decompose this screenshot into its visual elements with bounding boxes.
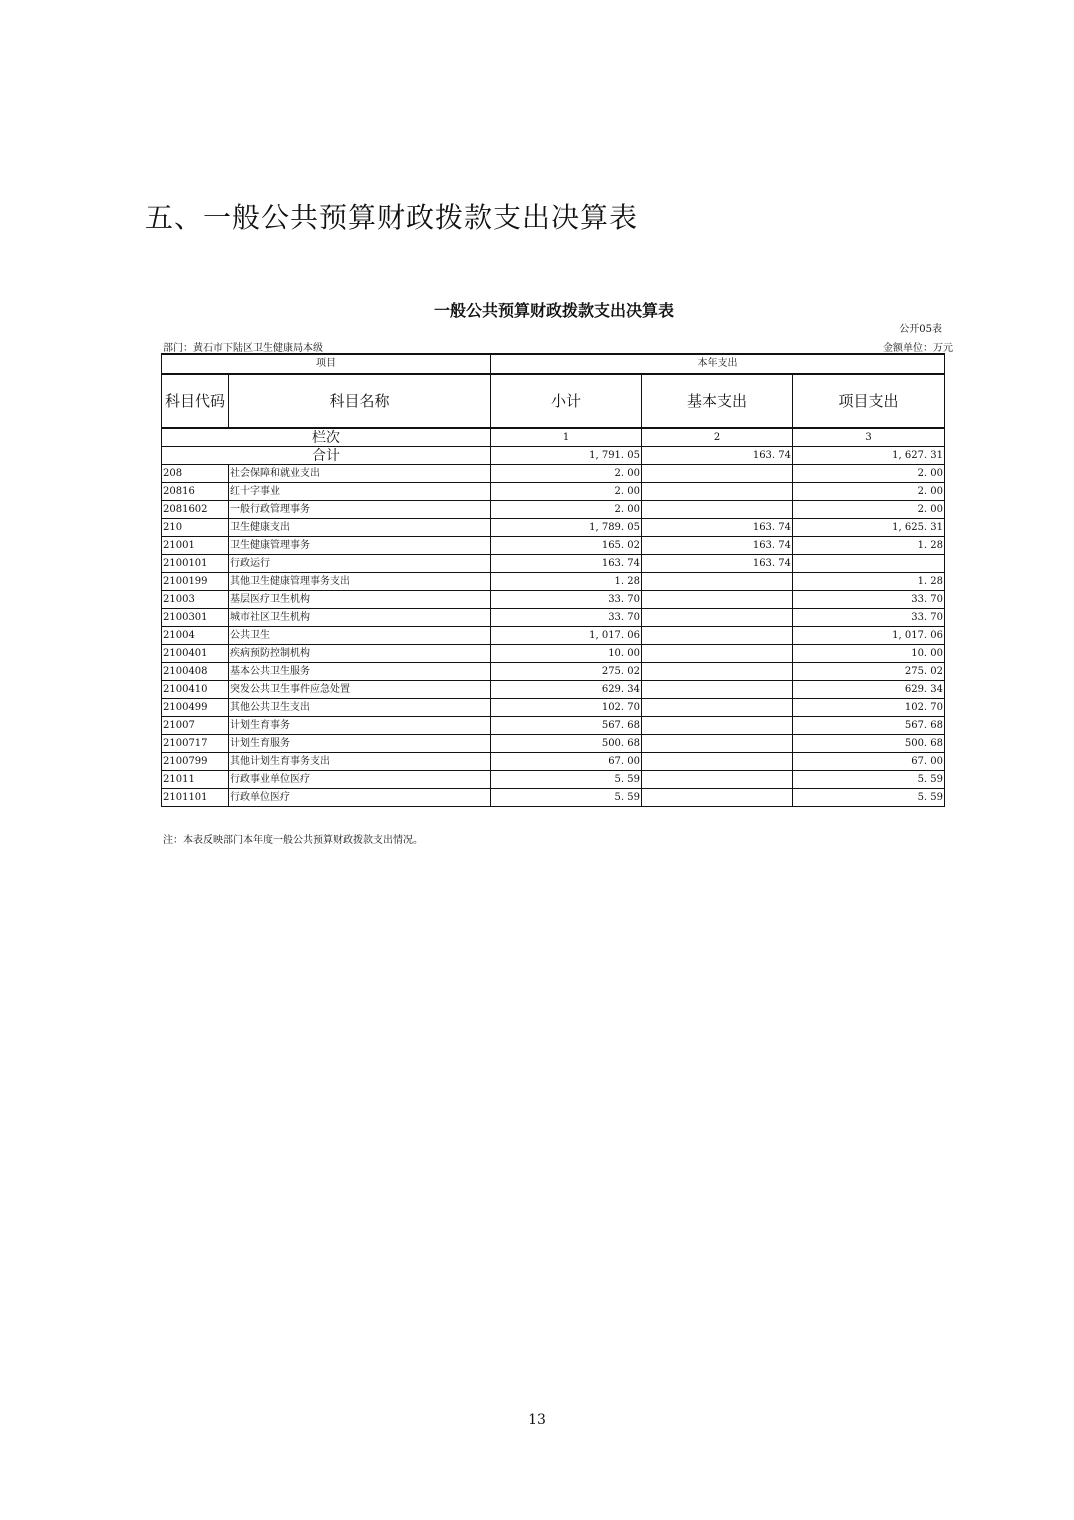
row-subtotal: 275. 02	[491, 663, 642, 681]
row-basic	[642, 735, 793, 753]
row-basic: 163. 74	[642, 555, 793, 573]
row-project: 275. 02	[793, 663, 945, 681]
row-subtotal: 67. 00	[491, 753, 642, 771]
total-project: 1, 627. 31	[793, 447, 945, 465]
table-title: 一般公共预算财政拨款支出决算表	[433, 301, 674, 320]
row-name: 红十字事业	[229, 483, 491, 501]
row-project: 2. 00	[793, 465, 945, 483]
row-basic	[642, 645, 793, 663]
table-row	[162, 555, 945, 573]
row-code: 210	[162, 519, 229, 537]
header-row-columns	[162, 374, 945, 428]
row-code: 21011	[162, 771, 229, 789]
table-row	[162, 573, 945, 591]
row-project: 1, 625. 31	[793, 519, 945, 537]
table-row	[162, 789, 945, 807]
row-basic	[642, 699, 793, 717]
row-basic	[642, 573, 793, 591]
row-project: 567. 68	[793, 717, 945, 735]
column-index-1: 1	[491, 428, 642, 447]
header-subtotal: 小计	[491, 374, 642, 428]
table-row	[162, 699, 945, 717]
row-code: 2081602	[162, 501, 229, 519]
table-row	[162, 519, 945, 537]
row-code: 2100799	[162, 753, 229, 771]
row-name: 疾病预防控制机构	[229, 645, 491, 663]
row-code: 2100199	[162, 573, 229, 591]
row-basic: 163. 74	[642, 519, 793, 537]
row-code: 2101101	[162, 789, 229, 807]
row-project: 5. 59	[793, 771, 945, 789]
table-row	[162, 591, 945, 609]
row-basic	[642, 681, 793, 699]
row-basic	[642, 717, 793, 735]
row-subtotal: 165. 02	[491, 537, 642, 555]
unit-label: 金额单位：万元	[883, 343, 953, 354]
row-project	[793, 555, 945, 573]
row-code: 2100499	[162, 699, 229, 717]
row-project: 5. 59	[793, 789, 945, 807]
row-name: 其他公共卫生支出	[229, 699, 491, 717]
row-basic	[642, 663, 793, 681]
row-name: 卫生健康支出	[229, 519, 491, 537]
table-row	[162, 753, 945, 771]
header-basic: 基本支出	[642, 374, 793, 428]
row-subtotal: 163. 74	[491, 555, 642, 573]
total-row	[162, 447, 945, 465]
row-project: 1. 28	[793, 573, 945, 591]
total-subtotal: 1, 791. 05	[491, 447, 642, 465]
row-project: 1. 28	[793, 537, 945, 555]
row-code: 21004	[162, 627, 229, 645]
column-index-2: 2	[642, 428, 793, 447]
row-name: 城市社区卫生机构	[229, 609, 491, 627]
table-row	[162, 717, 945, 735]
row-subtotal: 629. 34	[491, 681, 642, 699]
table-row	[162, 609, 945, 627]
row-subtotal: 1. 28	[491, 573, 642, 591]
row-project: 2. 00	[793, 483, 945, 501]
row-code: 2100101	[162, 555, 229, 573]
row-subtotal: 33. 70	[491, 591, 642, 609]
row-project: 629. 34	[793, 681, 945, 699]
row-name: 一般行政管理事务	[229, 501, 491, 519]
header-item: 项目	[162, 354, 491, 374]
table-row	[162, 663, 945, 681]
row-name: 行政运行	[229, 555, 491, 573]
header-row-top	[162, 354, 945, 374]
row-basic	[642, 465, 793, 483]
row-subtotal: 567. 68	[491, 717, 642, 735]
row-project: 33. 70	[793, 609, 945, 627]
row-project: 10. 00	[793, 645, 945, 663]
column-index-row	[162, 428, 945, 447]
row-name: 计划生育事务	[229, 717, 491, 735]
column-index-label: 栏次	[162, 428, 491, 447]
table-note: 注：本表反映部门本年度一般公共预算财政拨款支出情况。	[163, 835, 423, 846]
row-basic	[642, 771, 793, 789]
table-row	[162, 627, 945, 645]
row-project: 102. 70	[793, 699, 945, 717]
row-name: 卫生健康管理事务	[229, 537, 491, 555]
row-name: 基本公共卫生服务	[229, 663, 491, 681]
row-name: 其他卫生健康管理事务支出	[229, 573, 491, 591]
table-row	[162, 645, 945, 663]
row-code: 2100408	[162, 663, 229, 681]
row-code: 2100301	[162, 609, 229, 627]
row-basic	[642, 627, 793, 645]
row-subtotal: 33. 70	[491, 609, 642, 627]
row-code: 2100717	[162, 735, 229, 753]
row-name: 行政单位医疗	[229, 789, 491, 807]
row-subtotal: 2. 00	[491, 483, 642, 501]
row-subtotal: 10. 00	[491, 645, 642, 663]
row-basic	[642, 753, 793, 771]
row-code: 21003	[162, 591, 229, 609]
row-name: 公共卫生	[229, 627, 491, 645]
row-name: 其他计划生育事务支出	[229, 753, 491, 771]
total-label: 合计	[162, 447, 491, 465]
header-year-expense: 本年支出	[491, 354, 945, 374]
row-project: 33. 70	[793, 591, 945, 609]
table-row	[162, 537, 945, 555]
row-code: 208	[162, 465, 229, 483]
row-subtotal: 5. 59	[491, 771, 642, 789]
form-code: 公开05表	[899, 324, 942, 335]
row-name: 基层医疗卫生机构	[229, 591, 491, 609]
row-name: 突发公共卫生事件应急处置	[229, 681, 491, 699]
table-row	[162, 771, 945, 789]
row-code: 2100410	[162, 681, 229, 699]
table-row	[162, 483, 945, 501]
row-basic	[642, 501, 793, 519]
row-project: 2. 00	[793, 501, 945, 519]
column-index-3: 3	[793, 428, 945, 447]
header-code: 科目代码	[162, 374, 229, 428]
row-basic: 163. 74	[642, 537, 793, 555]
expenditure-table	[161, 353, 945, 807]
row-basic	[642, 789, 793, 807]
row-subtotal: 1, 017. 06	[491, 627, 642, 645]
row-code: 21007	[162, 717, 229, 735]
row-project: 1, 017. 06	[793, 627, 945, 645]
table-row	[162, 501, 945, 519]
header-project: 项目支出	[793, 374, 945, 428]
row-name: 计划生育服务	[229, 735, 491, 753]
department-label: 部门：黄石市下陆区卫生健康局本级	[163, 343, 323, 354]
row-subtotal: 102. 70	[491, 699, 642, 717]
header-name: 科目名称	[229, 374, 491, 428]
row-basic	[642, 609, 793, 627]
row-subtotal: 2. 00	[491, 465, 642, 483]
row-subtotal: 5. 59	[491, 789, 642, 807]
table-row	[162, 681, 945, 699]
row-code: 2100401	[162, 645, 229, 663]
section-heading: 五、一般公共预算财政拨款支出决算表	[145, 201, 639, 234]
row-project: 67. 00	[793, 753, 945, 771]
row-code: 21001	[162, 537, 229, 555]
table-row	[162, 735, 945, 753]
row-code: 20816	[162, 483, 229, 501]
row-project: 500. 68	[793, 735, 945, 753]
row-basic	[642, 483, 793, 501]
total-basic: 163. 74	[642, 447, 793, 465]
table-row	[162, 465, 945, 483]
row-subtotal: 500. 68	[491, 735, 642, 753]
row-name: 社会保障和就业支出	[229, 465, 491, 483]
row-subtotal: 1, 789. 05	[491, 519, 642, 537]
row-subtotal: 2. 00	[491, 501, 642, 519]
row-basic	[642, 591, 793, 609]
row-name: 行政事业单位医疗	[229, 771, 491, 789]
page-number: 13	[528, 1412, 546, 1428]
